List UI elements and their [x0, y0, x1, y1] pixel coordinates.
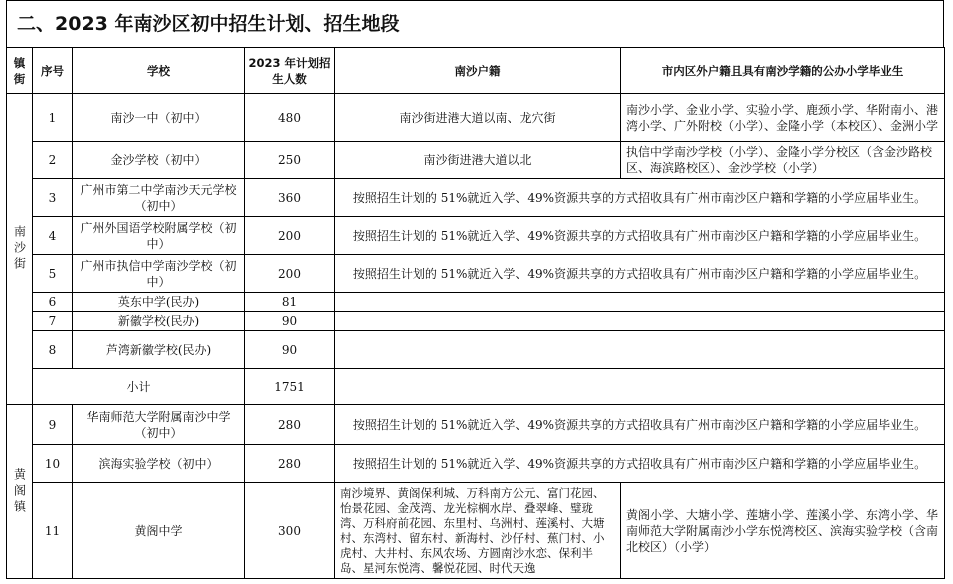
row-policy: 按照招生计划的 51%就近入学、49%资源共享的方式招收具有广州市南沙区户籍和学籍的小学应届毕业生。	[335, 445, 945, 483]
row-plan: 90	[245, 331, 335, 369]
row-school: 黄阁中学	[73, 483, 245, 579]
row-no: 1	[33, 94, 73, 142]
table-row	[7, 94, 945, 142]
header-no: 序号	[33, 48, 73, 94]
table-row	[7, 179, 945, 217]
row-empty	[335, 331, 945, 369]
row-policy: 按照招生计划的 51%就近入学、49%资源共享的方式招收具有广州市南沙区户籍和学籍的小学应届毕业生。	[335, 405, 945, 445]
row-no: 6	[33, 293, 73, 312]
row-no: 3	[33, 179, 73, 217]
subtotal-row	[7, 369, 945, 405]
row-no: 4	[33, 217, 73, 255]
row-plan: 360	[245, 179, 335, 217]
table-row	[7, 293, 945, 312]
row-school: 英东中学(民办)	[73, 293, 245, 312]
row-school: 广州市执信中学南沙学校（初中）	[73, 255, 245, 293]
row-plan: 81	[245, 293, 335, 312]
header-town: 镇街	[7, 48, 33, 94]
row-no: 10	[33, 445, 73, 483]
row-local: 南沙街进港大道以北	[335, 142, 621, 179]
row-school: 金沙学校（初中）	[73, 142, 245, 179]
page-title: 二、2023 年南沙区初中招生计划、招生地段	[6, 0, 944, 47]
town-cell: 黄阁镇	[7, 405, 33, 579]
row-plan: 480	[245, 94, 335, 142]
row-plan: 90	[245, 312, 335, 331]
row-plan: 300	[245, 483, 335, 579]
table-row	[7, 331, 945, 369]
header-school: 学校	[73, 48, 245, 94]
town-cell: 南沙街	[7, 94, 33, 405]
row-school: 新徽学校(民办)	[73, 312, 245, 331]
row-plan: 280	[245, 405, 335, 445]
row-policy: 按照招生计划的 51%就近入学、49%资源共享的方式招收具有广州市南沙区户籍和学籍的小学应届毕业生。	[335, 217, 945, 255]
row-school: 华南师范大学附属南沙中学（初中）	[73, 405, 245, 445]
subtotal-label: 小计	[33, 369, 245, 405]
row-no: 5	[33, 255, 73, 293]
row-nonlocal: 执信中学南沙学校（小学）、金隆小学分校区（含金沙路校区、海滨路校区）、金沙学校（小学）	[621, 142, 945, 179]
header-local: 南沙户籍	[335, 48, 621, 94]
table-row	[7, 483, 945, 579]
table-row	[7, 255, 945, 293]
table-row	[7, 405, 945, 445]
row-plan: 280	[245, 445, 335, 483]
row-local: 南沙境界、黄阁保利城、万科南方公元、富门花园、怡景花园、金茂湾、龙光棕榈水岸、叠翠峰、璧珑湾、万科府前花园、东里村、乌洲村、莲溪村、大塘村、东湾村、留东村、新海村、沙仔村、蕉门村、小虎村、大井村、东风农场、方圆南沙水恋、保利半岛、星河东悦湾、馨悦花园、时代天逸	[335, 483, 621, 579]
row-policy: 按照招生计划的 51%就近入学、49%资源共享的方式招收具有广州市南沙区户籍和学籍的小学应届毕业生。	[335, 179, 945, 217]
row-plan: 200	[245, 217, 335, 255]
table-row	[7, 142, 945, 179]
table-row	[7, 217, 945, 255]
row-empty	[335, 312, 945, 331]
row-no: 11	[33, 483, 73, 579]
row-no: 2	[33, 142, 73, 179]
row-policy: 按照招生计划的 51%就近入学、49%资源共享的方式招收具有广州市南沙区户籍和学籍的小学应届毕业生。	[335, 255, 945, 293]
row-plan: 200	[245, 255, 335, 293]
row-empty	[335, 369, 945, 405]
row-school: 广州外国语学校附属学校（初中）	[73, 217, 245, 255]
row-school: 芦湾新徽学校(民办)	[73, 331, 245, 369]
row-school: 滨海实验学校（初中）	[73, 445, 245, 483]
subtotal-value: 1751	[245, 369, 335, 405]
row-no: 9	[33, 405, 73, 445]
enrollment-table	[6, 47, 945, 579]
row-nonlocal: 黄阁小学、大塘小学、莲塘小学、莲溪小学、东湾小学、华南师范大学附属南沙小学东悦湾校区、滨海实验学校（含南北校区）（小学）	[621, 483, 945, 579]
row-school: 南沙一中（初中）	[73, 94, 245, 142]
row-empty	[335, 293, 945, 312]
header-row	[7, 48, 945, 94]
row-plan: 250	[245, 142, 335, 179]
row-local: 南沙街进港大道以南、龙穴街	[335, 94, 621, 142]
row-school: 广州市第二中学南沙天元学校（初中）	[73, 179, 245, 217]
table-row	[7, 445, 945, 483]
header-plan: 2023 年计划招生人数	[245, 48, 335, 94]
row-no: 7	[33, 312, 73, 331]
row-no: 8	[33, 331, 73, 369]
header-nonlocal: 市内区外户籍且具有南沙学籍的公办小学毕业生	[621, 48, 945, 94]
row-nonlocal: 南沙小学、金业小学、实验小学、鹿颈小学、华附南小、港湾小学、广外附校（小学）、金隆小学（本校区）、金洲小学	[621, 94, 945, 142]
table-row	[7, 312, 945, 331]
